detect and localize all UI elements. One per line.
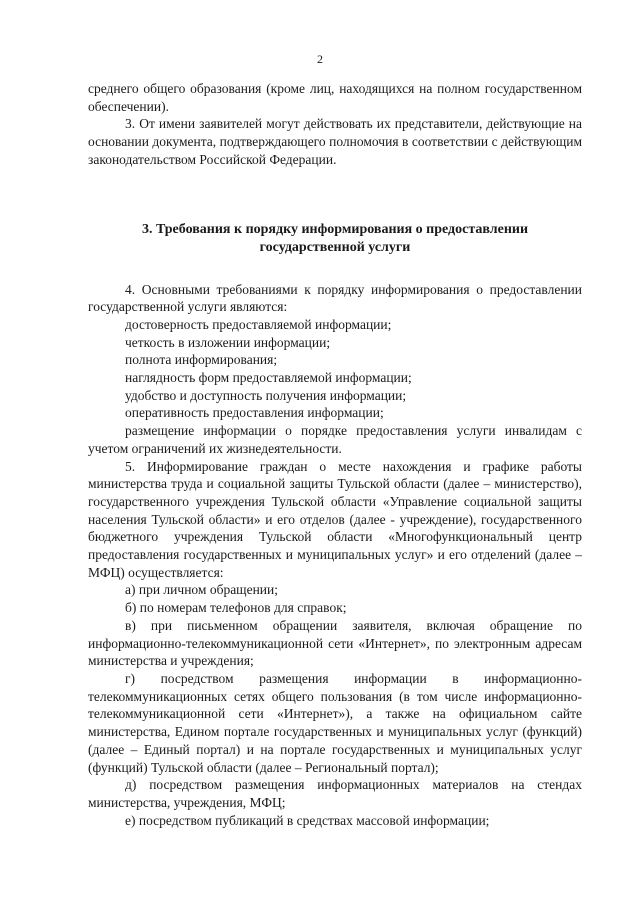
sub-item-e: е) посредством публикаций в средствах массовой информации; bbox=[125, 812, 490, 828]
list-item: оперативность предоставления информации; bbox=[125, 405, 384, 421]
section-heading-line-1: 3. Требования к порядку информирования о предоставлении bbox=[141, 221, 529, 237]
list-item: удобство и доступность получения информации; bbox=[125, 387, 407, 403]
list-item: наглядность форм предоставляемой информации; bbox=[125, 370, 412, 386]
sub-item-v: в) при письменном обращении заявителя, включая обращение по информационно-телекоммуникационной сети «Интернет», по электронным адресам министерства и учреждения; bbox=[88, 617, 582, 669]
paragraph-5-lead: 5. Информирование граждан о месте нахождения и графике работы министерства труда и социальной защиты Тульской области (далее – министерство), государственного учреждения Тульской области «Управление социальной защиты населения Тульской области» и его отделов (далее - учреждение), государственного бюджетного учреждения Тульской области «Многофункциональный центр предоставления государственных и муниципальных услуг» и его отделений (далее – МФЦ) осуществляется: bbox=[88, 458, 582, 580]
list-item: четкость в изложении информации; bbox=[125, 334, 331, 350]
sub-item-g: г) посредством размещения информации в информационно-телекоммуникационных сетях общего пользования (в том числе информационно-телекоммуникационной сети «Интернет»), а также на официальном сайте министерства, Едином портале государственных и муниципальных услуг (функций) (далее – Единый портал) и на портале государственных и муниципальных услуг (функций) Тульской области (далее – Региональный портал); bbox=[88, 670, 582, 775]
page-number: 2 bbox=[317, 52, 323, 66]
list-item: полнота информирования; bbox=[125, 352, 278, 368]
list-item: достоверность предоставляемой информации; bbox=[125, 316, 392, 332]
paragraph-4-lead: 4. Основными требованиями к порядку информирования о предоставлении государственной услуги являются: bbox=[88, 281, 582, 315]
sub-item-d: д) посредством размещения информационных материалов на стендах министерства, учреждения, МФЦ; bbox=[88, 777, 582, 810]
section-heading-line-2: государственной услуги bbox=[259, 239, 411, 255]
sub-item-b: б) по номерам телефонов для справок; bbox=[125, 600, 347, 616]
document-body bbox=[88, 80, 582, 829]
sub-item-a: а) при личном обращении; bbox=[125, 582, 278, 598]
paragraph-3: 3. От имени заявителей могут действовать их представители, действующие на основании документа, подтверждающего полномочия в соответствии с действующим законодательством Российской Федерации. bbox=[88, 116, 582, 167]
paragraph-continuation: среднего общего образования (кроме лиц, находящихся на полном государственном обеспечении). bbox=[88, 81, 582, 114]
list-item-last: размещение информации о порядке предоставления услуги инвалидам с учетом ограничений их жизнедеятельности. bbox=[88, 423, 582, 456]
section-heading bbox=[88, 221, 582, 257]
